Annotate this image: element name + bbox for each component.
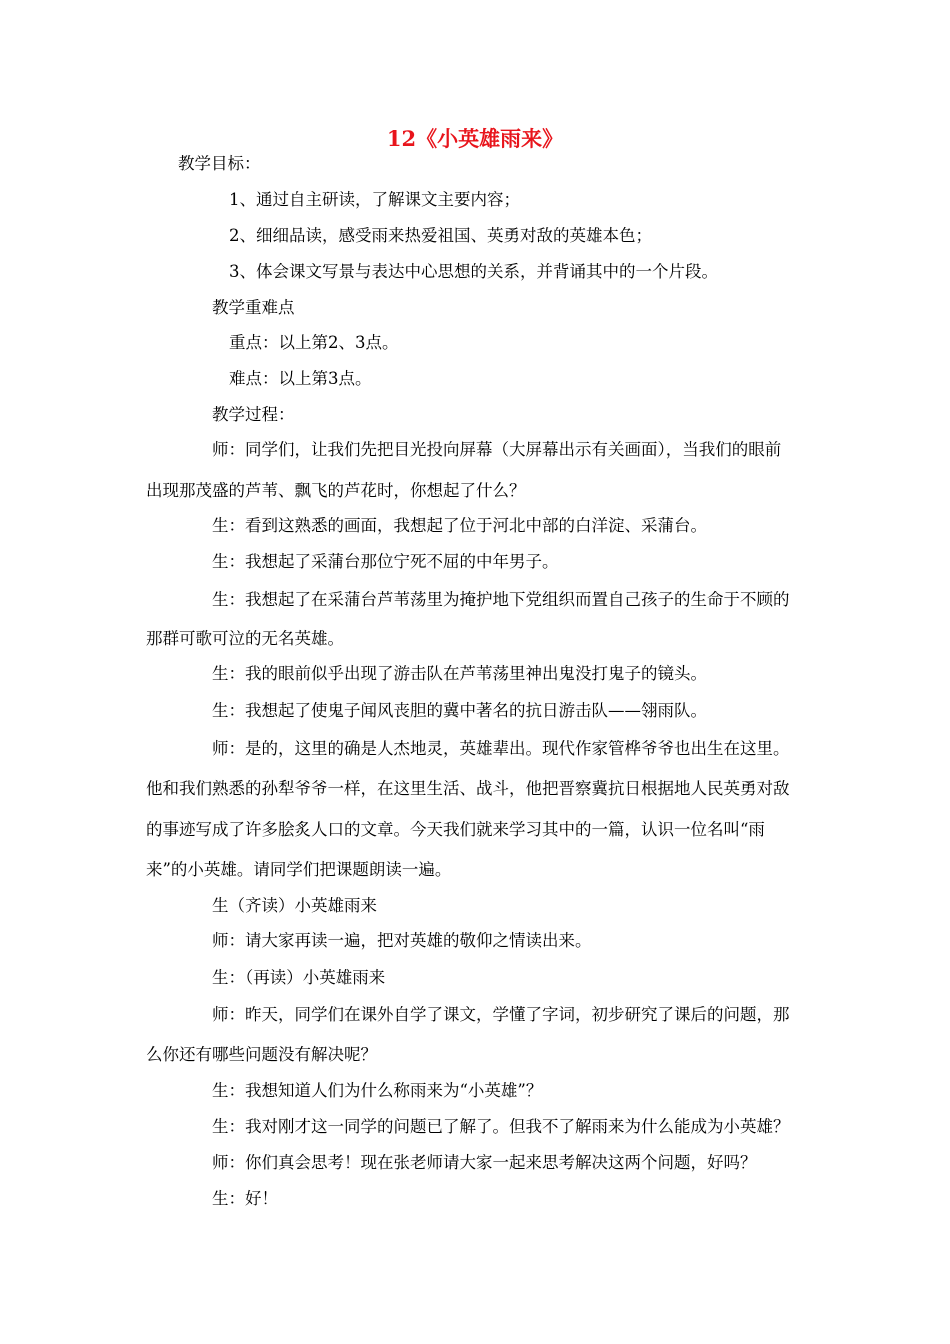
section-heading-key-points: 教学重难点 <box>212 298 295 317</box>
body-line: 的事迹写成了许多脍炙人口的文章。今天我们就来学习其中的一篇，认识一位名叫“雨 <box>146 820 765 839</box>
body-line: 师：是的，这里的确是人杰地灵，英雄辈出。现代作家管桦爷爷也出生在这里。 <box>212 739 790 758</box>
section-heading-objectives: 教学目标： <box>178 154 261 173</box>
body-line: 他和我们熟悉的孙犁爷爷一样，在这里生活、战斗，他把晋察冀抗日根据地人民英勇对敌 <box>146 779 790 798</box>
objective-item: 1、通过自主研读，了解课文主要内容； <box>229 190 520 209</box>
body-line: 那群可歌可泣的无名英雄。 <box>146 629 344 648</box>
key-point-item: 难点：以上第3点。 <box>229 369 372 388</box>
body-line: 师：昨天，同学们在课外自学了课文，学懂了字词，初步研究了课后的问题，那 <box>212 1005 790 1024</box>
body-line: 生：我对刚才这一同学的问题已了解了。但我不了解雨来为什么能成为小英雄？ <box>212 1117 790 1136</box>
body-line: 生（齐读）小英雄雨来 <box>212 896 377 915</box>
body-line: 师：你们真会思考！现在张老师请大家一起来思考解决这两个问题，好吗？ <box>212 1153 757 1172</box>
body-line: 生：我的眼前似乎出现了游击队在芦苇荡里神出鬼没打鬼子的镜头。 <box>212 664 707 683</box>
body-line: 生：好！ <box>212 1189 278 1208</box>
body-line: 师：同学们，让我们先把目光投向屏幕（大屏幕出示有关画面），当我们的眼前 <box>212 440 782 459</box>
body-line: 生：我想起了使鬼子闻风丧胆的冀中著名的抗日游击队——翎雨队。 <box>212 701 707 720</box>
section-heading-process: 教学过程： <box>212 405 295 424</box>
key-point-item: 重点：以上第2、3点。 <box>229 333 399 352</box>
body-line: 生：看到这熟悉的画面，我想起了位于河北中部的白洋淀、采蒲台。 <box>212 516 707 535</box>
body-line: 来”的小英雄。请同学们把课题朗读一遍。 <box>146 860 452 879</box>
objective-item: 2、细细品读，感受雨来热爱祖国、英勇对敌的英雄本色； <box>229 226 652 245</box>
body-line: 生：我想起了在采蒲台芦苇荡里为掩护地下党组织而置自己孩子的生命于不顾的 <box>212 590 790 609</box>
body-line: 么你还有哪些问题没有解决呢？ <box>146 1045 377 1064</box>
document-title: 12《小英雄雨来》 <box>386 126 564 151</box>
body-line: 生：我想知道人们为什么称雨来为“小英雄”？ <box>212 1081 543 1100</box>
objective-item: 3、体会课文写景与表达中心思想的关系，并背诵其中的一个片段。 <box>229 262 718 281</box>
body-line: 生：（再读）小英雄雨来 <box>212 968 386 987</box>
body-line: 生：我想起了采蒲台那位宁死不屈的中年男子。 <box>212 552 559 571</box>
body-line: 出现那茂盛的芦苇、飘飞的芦花时，你想起了什么？ <box>146 481 526 500</box>
body-line: 师：请大家再读一遍，把对英雄的敬仰之情读出来。 <box>212 931 592 950</box>
